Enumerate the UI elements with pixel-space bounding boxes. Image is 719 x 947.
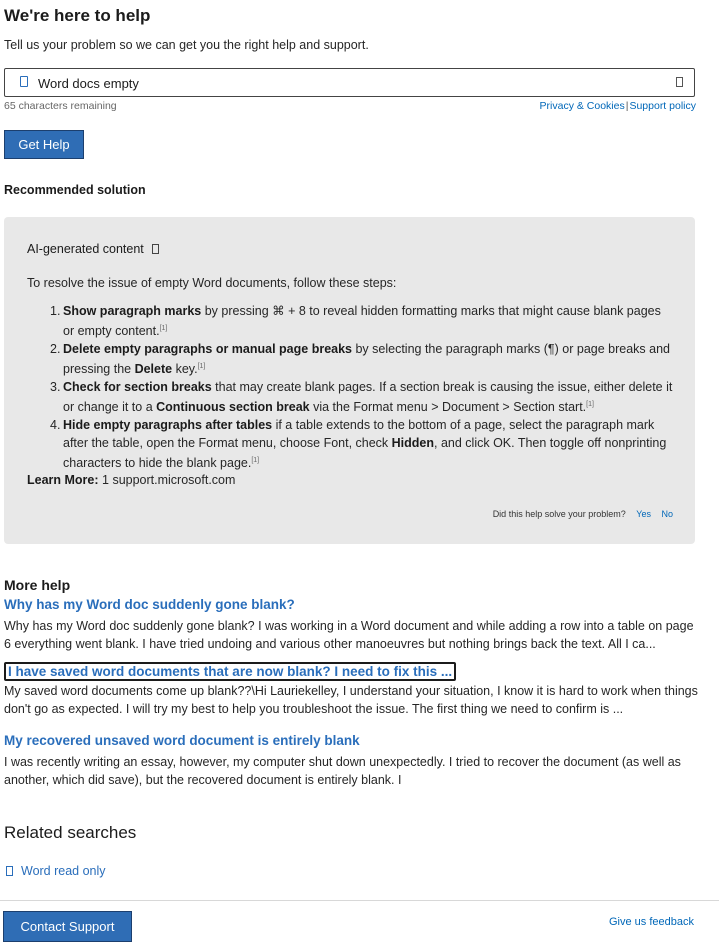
- step-bold: Check for section breaks: [63, 380, 212, 395]
- link-separator: |: [625, 100, 629, 112]
- help-result: [4, 662, 698, 718]
- feedback-question: Did this help solve your problem?: [492, 509, 626, 519]
- step-bold: Hide empty paragraphs after tables: [63, 418, 273, 433]
- more-help-heading: More help: [4, 577, 71, 593]
- step-text: that may create blank pages. If a section break is causing the issue, either delete it or change it to a: [63, 380, 673, 415]
- solution-steps: [50, 302, 675, 473]
- support-policy-link[interactable]: Support policy: [629, 100, 696, 112]
- solution-feedback: [493, 509, 673, 519]
- related-search-label[interactable]: Word read only: [21, 864, 106, 878]
- page-title: We're here to help: [4, 6, 151, 25]
- ai-label-text: AI-generated content: [27, 242, 144, 256]
- step-number: 1.: [50, 304, 61, 318]
- step-bold-2: Delete: [134, 362, 173, 377]
- ai-generated-label: [27, 242, 159, 256]
- step-ref[interactable]: [1]: [586, 401, 594, 409]
- step-ref[interactable]: [1]: [159, 325, 168, 332]
- step-bold-2: Continuous section break: [156, 400, 310, 415]
- document-icon: [20, 76, 28, 87]
- solution-intro: To resolve the issue of empty Word documents, follow these steps:: [27, 276, 397, 290]
- help-result-title[interactable]: Why has my Word doc suddenly gone blank?: [4, 597, 295, 612]
- step-number: 4.: [50, 418, 61, 433]
- step-text-2: , and click OK. Then toggle off nonprinting characters to hide the blank page.: [63, 436, 667, 471]
- solution-step: [50, 416, 675, 472]
- chars-remaining: 65 characters remaining: [4, 100, 117, 112]
- solution-card: [4, 217, 695, 544]
- contact-support-button[interactable]: Contact Support: [3, 911, 132, 942]
- step-ref[interactable]: [1]: [197, 363, 206, 371]
- learn-more-label: Learn More:: [27, 473, 99, 487]
- related-searches-heading: Related searches: [4, 823, 137, 842]
- help-result: [4, 732, 698, 789]
- give-feedback-link[interactable]: Give us feedback: [609, 916, 694, 928]
- step-text-2: key.: [172, 362, 198, 377]
- step-text: if a table extends to the bottom of a page, select the paragraph mark after the table, open the Format menu, choose Font, check: [63, 418, 655, 451]
- step-number: 3.: [50, 380, 61, 395]
- feedback-no-link[interactable]: No: [661, 509, 673, 519]
- clear-icon[interactable]: [676, 77, 683, 87]
- related-search-item[interactable]: [6, 864, 106, 878]
- help-result-title[interactable]: I have saved word documents that are now blank? I need to fix this ...: [4, 662, 456, 681]
- step-bold: Delete empty paragraphs or manual page breaks: [63, 342, 352, 357]
- solution-step: [50, 378, 675, 416]
- feedback-yes-link[interactable]: Yes: [636, 509, 651, 519]
- recommended-solution-heading: Recommended solution: [4, 183, 146, 197]
- footer-divider: [0, 900, 719, 901]
- help-result: [4, 596, 698, 653]
- step-bold: Show paragraph marks: [63, 304, 202, 318]
- search-input[interactable]: [4, 68, 695, 97]
- privacy-cookies-link[interactable]: Privacy & Cookies: [539, 100, 625, 112]
- step-text: by selecting the paragraph marks (¶) or page breaks and pressing the: [63, 342, 670, 377]
- info-icon[interactable]: [152, 244, 159, 254]
- step-text-2: via the Format menu > Document > Section start.: [309, 400, 587, 415]
- help-result-snippet: Why has my Word doc suddenly gone blank? I was working in a Word document and while adding a row into a table on page 6 everything went blank. I have tried undoing and various other manoeuvres but nothing brings back the text. All I ca...: [4, 619, 694, 651]
- get-help-button[interactable]: Get Help: [4, 130, 84, 159]
- step-number: 2.: [50, 342, 61, 357]
- solution-step: [50, 302, 675, 340]
- help-result-snippet: I was recently writing an essay, however, my computer shut down unexpectedly. I tried to recover the document (as well as another, which did save), but the recovered document is entirely blank. I: [4, 755, 681, 787]
- learn-more: [27, 473, 235, 487]
- help-result-title[interactable]: My recovered unsaved word document is entirely blank: [4, 733, 360, 748]
- learn-more-link[interactable]: 1 support.microsoft.com: [102, 473, 236, 487]
- page-subtitle: Tell us your problem so we can get you the right help and support.: [4, 38, 369, 52]
- step-bold-2: Hidden: [391, 436, 435, 451]
- search-input-value[interactable]: Word docs empty: [38, 76, 139, 91]
- solution-step: [50, 340, 675, 378]
- document-icon: [6, 866, 13, 876]
- step-ref[interactable]: [1]: [251, 457, 260, 465]
- policy-links: [540, 100, 696, 112]
- step-text: by pressing ⌘ + 8 to reveal hidden formatting marks that might cause blank pages or empty content.: [63, 304, 661, 339]
- help-result-snippet: My saved word documents come up blank??\Hi Lauriekelley, I understand your situation, I know it is hard to work when things don't go as expected. I will try my best to help you troubleshoot the issue. The first thing we need to confirm is ...: [4, 684, 698, 716]
